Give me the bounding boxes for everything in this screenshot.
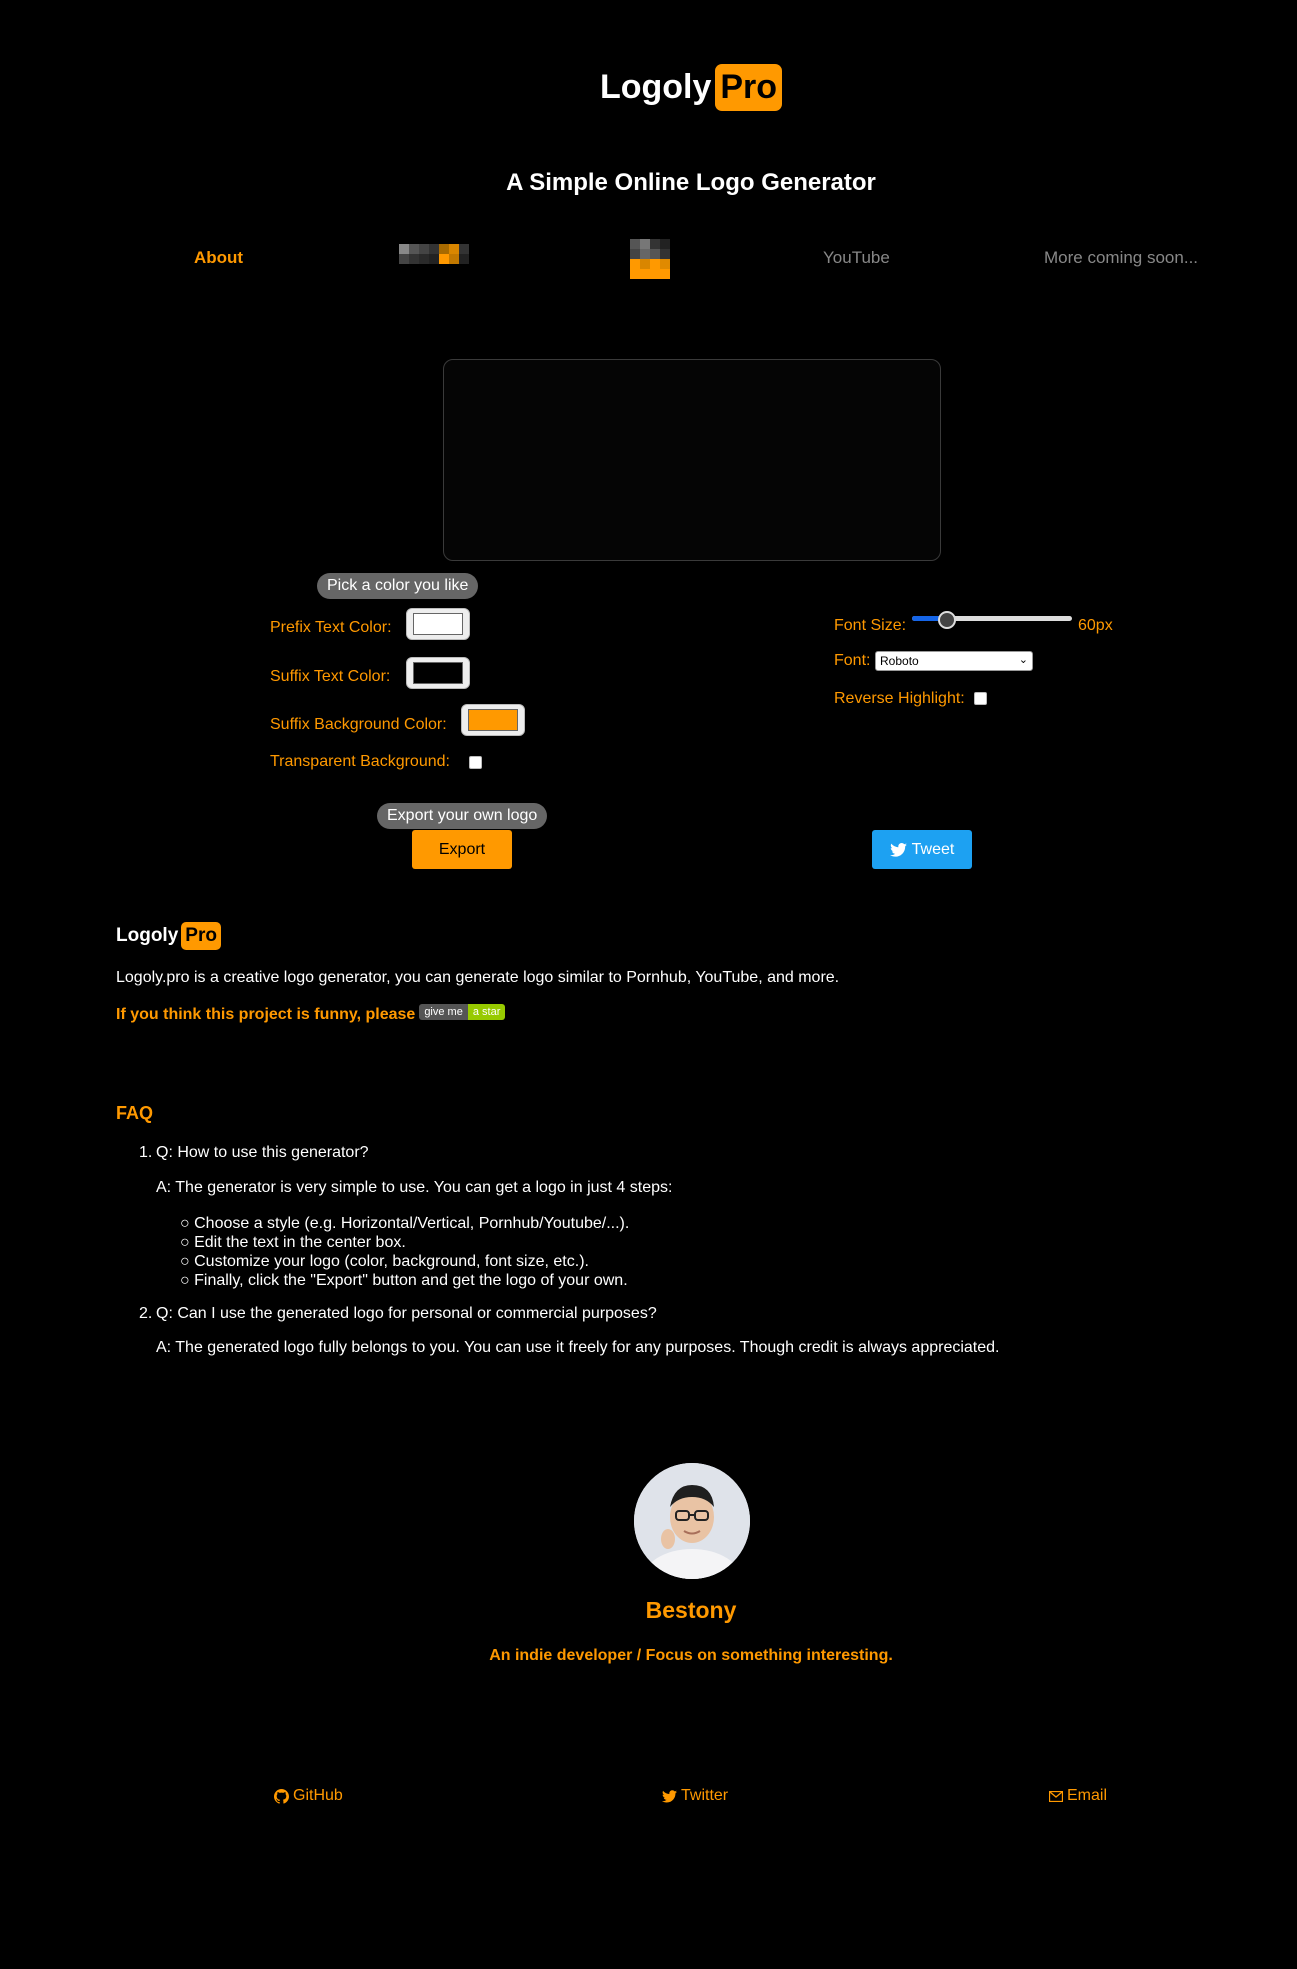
nav-about-link[interactable]: About — [194, 248, 244, 267]
list-item: ○ Finally, click the "Export" button and get the logo of your own. — [180, 1272, 628, 1289]
logo-preview-box[interactable] — [443, 359, 941, 561]
tweet-button[interactable] — [872, 830, 972, 869]
footer-twitter-label: Twitter — [681, 1787, 729, 1804]
avatar — [634, 1463, 750, 1579]
list-item: ○ Edit the text in the center box. — [180, 1234, 406, 1251]
faq-a1: A: The generator is very simple to use. You can get a logo in just 4 steps: — [156, 1179, 673, 1196]
font-label: Font: — [834, 652, 871, 669]
slider-thumb[interactable] — [938, 611, 956, 629]
badge-left: give me — [419, 1004, 468, 1020]
star-prompt — [116, 1006, 505, 1024]
faq-title: FAQ — [116, 1103, 154, 1123]
footer-github-link[interactable] — [274, 1787, 343, 1805]
font-select-value: Roboto — [880, 654, 919, 668]
suffix-bg-color-picker[interactable] — [461, 704, 525, 736]
nav-youtube-link[interactable]: YouTube — [823, 248, 890, 267]
prefix-color-picker[interactable] — [406, 608, 470, 640]
list-item: ○ Customize your logo (color, background, font size, etc.). — [180, 1253, 589, 1270]
faq-a2: A: The generated logo fully belongs to you. You can use it freely for any purposes. Though credit is always appreciated. — [156, 1339, 1000, 1356]
badge-right: a star — [468, 1004, 506, 1020]
reverse-highlight-checkbox[interactable] — [974, 692, 987, 705]
footer-email-link[interactable] — [1049, 1787, 1107, 1805]
author-name: Bestony — [645, 1597, 737, 1623]
about-logo-prefix: Logoly — [116, 925, 179, 946]
pick-color-hint: Pick a color you like — [317, 573, 478, 599]
footer-email-label: Email — [1067, 1787, 1108, 1804]
twitter-icon — [890, 843, 907, 857]
star-prompt-text: If you think this project is funny, please — [116, 1006, 416, 1023]
reverse-highlight-label: Reverse Highlight: — [834, 690, 965, 707]
site-logo — [0, 64, 1297, 111]
faq-q2: Q: Can I use the generated logo for personal or commercial purposes? — [156, 1305, 657, 1322]
about-logo — [116, 922, 221, 950]
transparent-bg-label: Transparent Background: — [270, 753, 450, 770]
prefix-color-swatch — [413, 613, 463, 635]
about-description: Logoly.pro is a creative logo generator, you can generate logo similar to Pornhub, YouTube, and more. — [116, 969, 840, 986]
tweet-label: Tweet — [911, 840, 955, 858]
author-tagline: An indie developer / Focus on something interesting. — [489, 1647, 893, 1664]
faq-q2-number: 2. — [139, 1305, 153, 1322]
github-icon — [274, 1789, 289, 1804]
suffix-color-picker[interactable] — [406, 657, 470, 689]
github-star-badge[interactable] — [419, 1004, 505, 1020]
font-size-slider[interactable] — [912, 611, 1072, 627]
suffix-color-swatch — [413, 662, 463, 684]
about-logo-suffix: Pro — [181, 922, 221, 950]
faq-steps-list — [180, 1214, 629, 1290]
transparent-bg-checkbox[interactable] — [469, 756, 482, 769]
logo-suffix: Pro — [715, 64, 782, 111]
faq-q1: Q: How to use this generator? — [156, 1144, 369, 1161]
page-subtitle: A Simple Online Logo Generator — [506, 169, 876, 196]
font-size-value: 60px — [1078, 617, 1113, 634]
suffix-bg-color-label: Suffix Background Color: — [270, 716, 447, 733]
nav-more-coming: More coming soon... — [1044, 248, 1199, 267]
export-button[interactable]: Export — [412, 830, 512, 869]
footer-twitter-link[interactable] — [662, 1787, 728, 1805]
nav-pornhub-style-thumbnail[interactable] — [399, 238, 469, 270]
email-icon — [1049, 1791, 1063, 1802]
export-hint: Export your own logo — [377, 803, 547, 829]
suffix-color-label: Suffix Text Color: — [270, 668, 391, 685]
font-size-label: Font Size: — [834, 617, 907, 634]
font-select[interactable] — [875, 651, 1033, 671]
faq-q1-number: 1. — [139, 1144, 153, 1161]
prefix-color-label: Prefix Text Color: — [270, 619, 392, 636]
suffix-bg-color-swatch — [468, 709, 518, 731]
avatar-illustration — [634, 1463, 750, 1579]
logo-prefix: Logoly — [599, 68, 712, 106]
chevron-down-icon: ⌄ — [1018, 654, 1028, 666]
list-item: ○ Choose a style (e.g. Horizontal/Vertical, Pornhub/Youtube/...). — [180, 1215, 630, 1232]
footer-github-label: GitHub — [293, 1787, 343, 1804]
nav-vertical-style-thumbnail[interactable] — [630, 239, 670, 279]
twitter-icon — [662, 1790, 677, 1803]
